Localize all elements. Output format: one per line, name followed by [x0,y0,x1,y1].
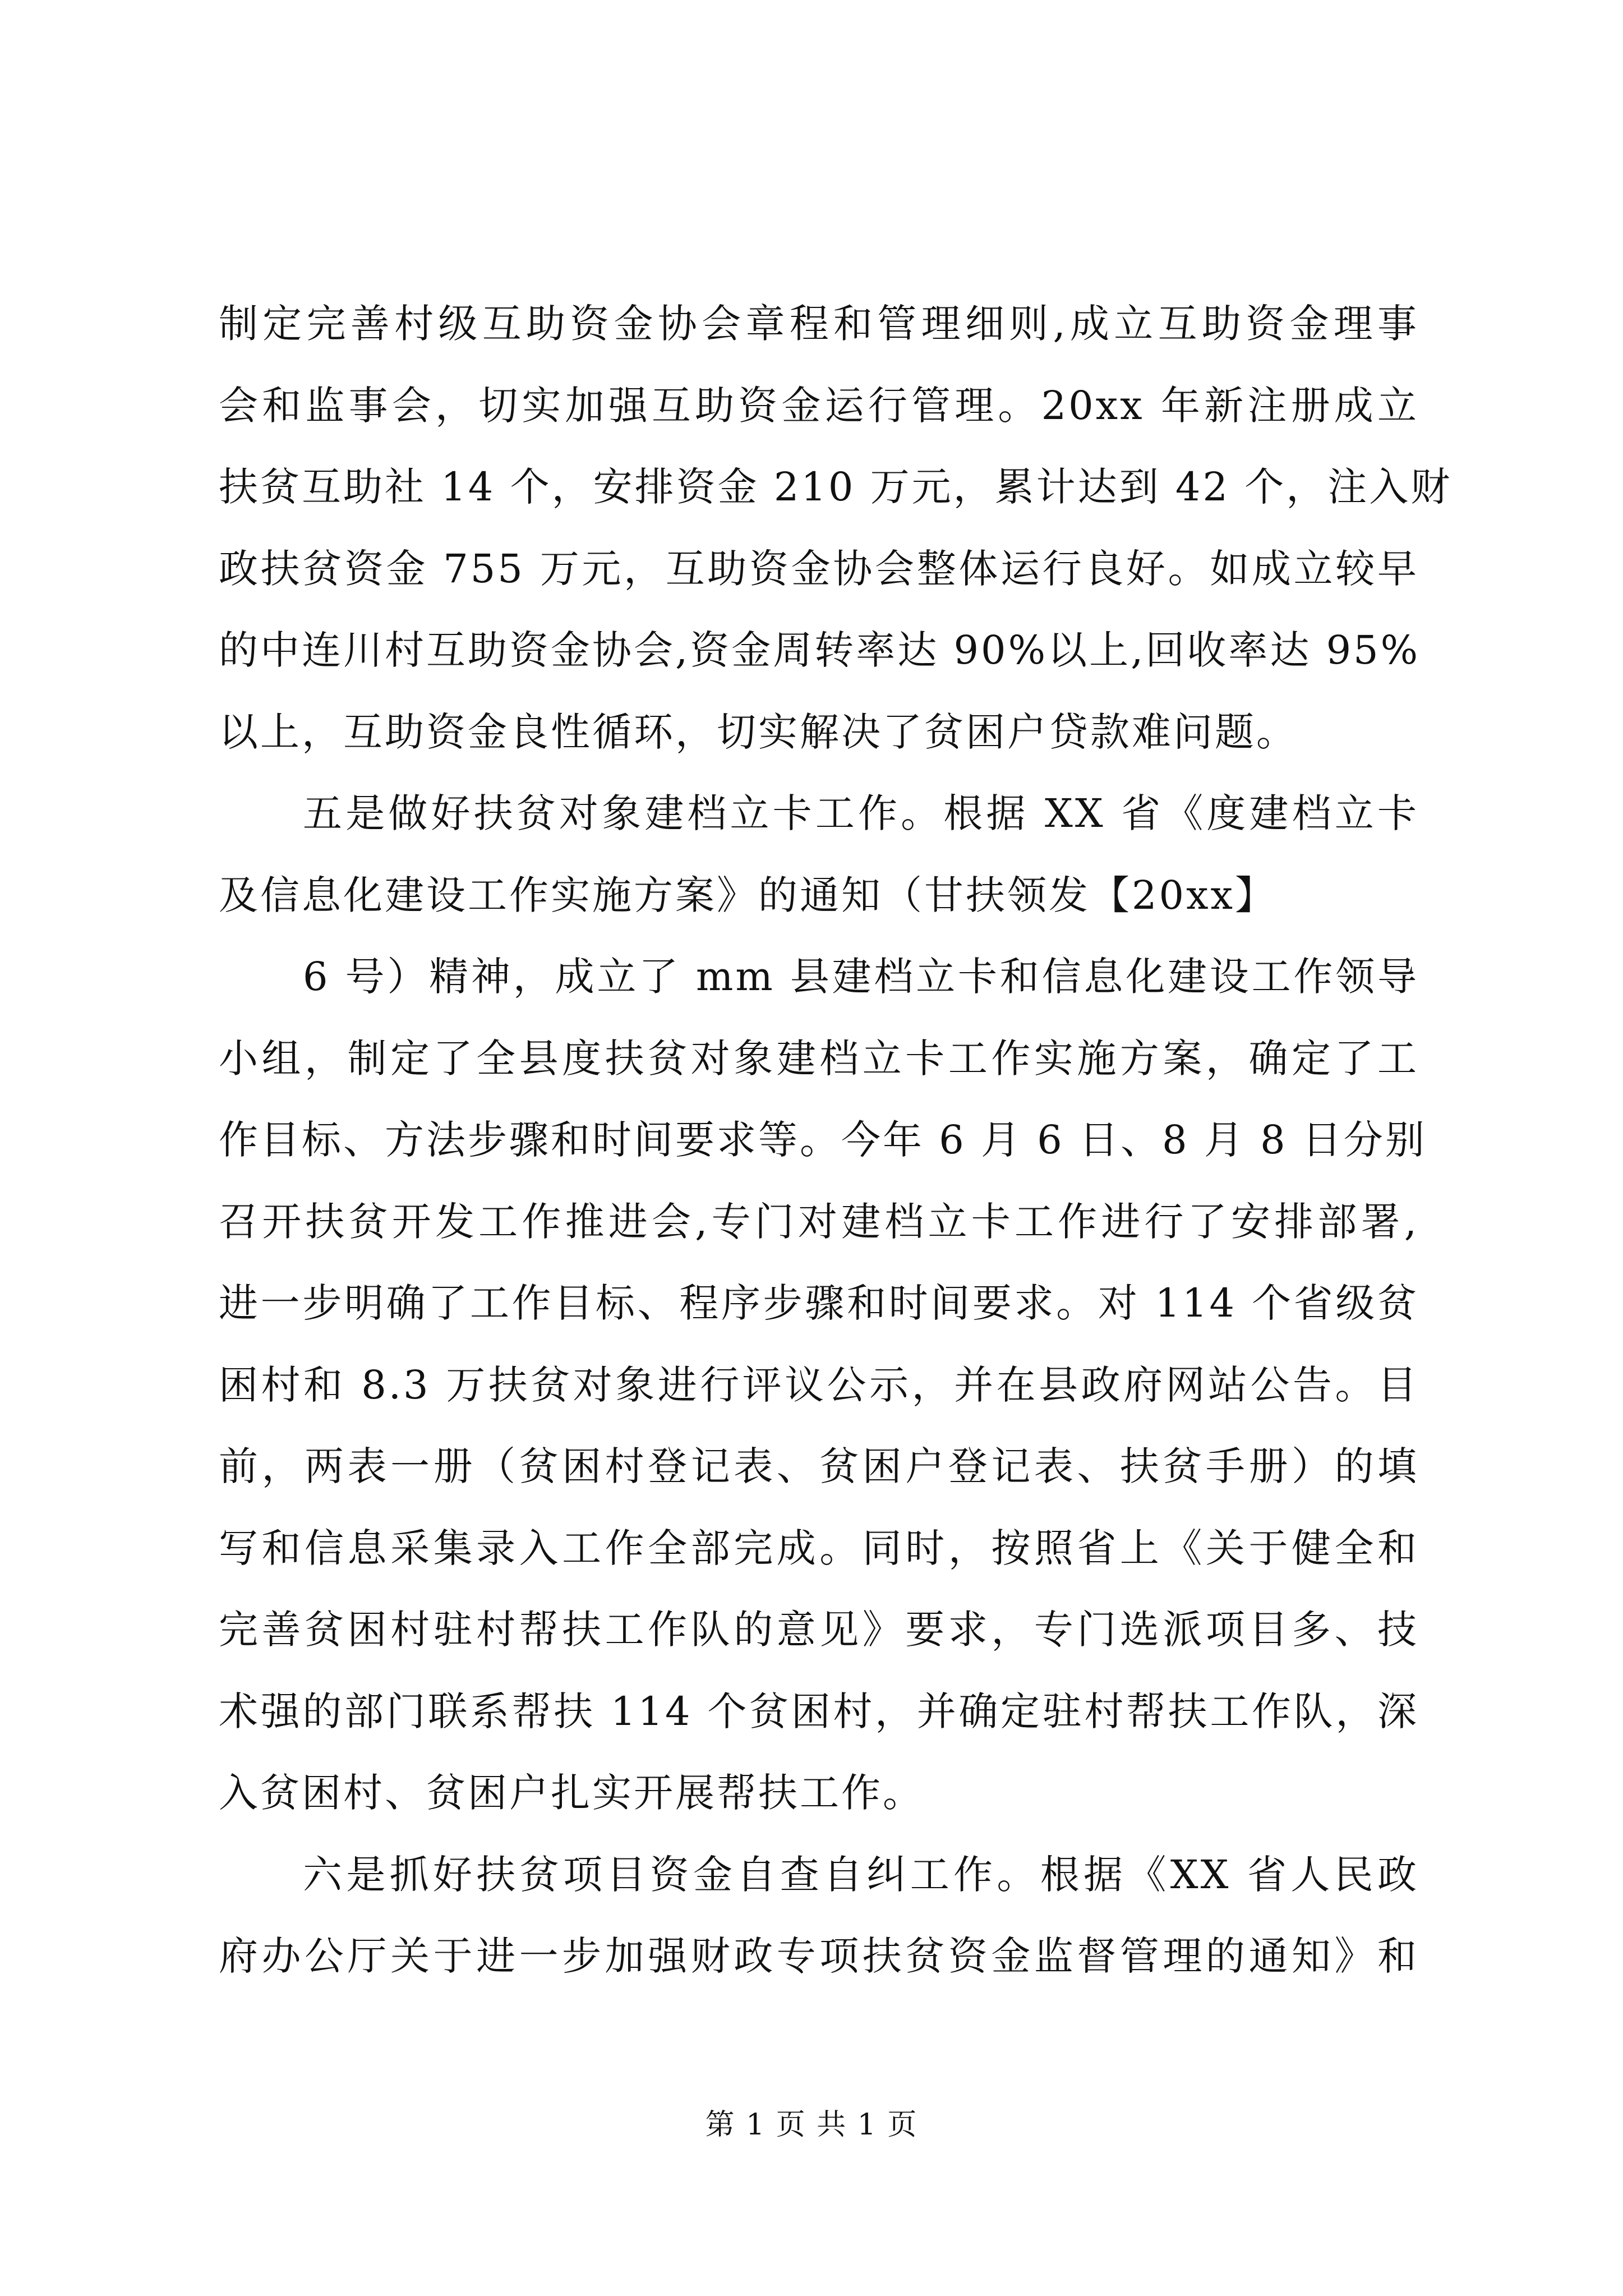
text-line: 五是做好扶贫对象建档立卡工作。根据 XX 省《度建档立卡 [303,790,1419,836]
body-text [219,283,1453,1998]
text-line: 会和监事会，切实加强互助资金运行管理。20xx 年新注册成立 [219,382,1419,429]
text-line: 作目标、方法步骤和时间要求等。今年 6 月 6 日、8 月 8 日分别 [219,1117,1427,1163]
text-line: 小组，制定了全县度扶贫对象建档立卡工作实施方案，确定了工 [219,1035,1419,1082]
text-line: 以上，互助资金良性循环，切实解决了贫困户贷款难问题。 [219,708,1298,755]
text-line: 困村和 8.3 万扶贫对象进行评议公示，并在县政府网站公告。目 [219,1361,1419,1408]
text-line: 的中连川村互助资金协会,资金周转率达 90%以上,回收率达 95% [219,627,1421,673]
text-line: 召开扶贫开发工作推进会,专门对建档立卡工作进行了安排部署, [219,1198,1419,1245]
text-line: 入贫困村、贫困户扎实开展帮扶工作。 [219,1770,924,1816]
text-line: 及信息化建设工作实施方案》的通知（甘扶领发【20xx】 [219,872,1277,918]
text-line: 写和信息采集录入工作全部完成。同时，按照省上《关于健全和 [219,1525,1419,1571]
text-line: 完善贫困村驻村帮扶工作队的意见》要求，专门选派项目多、技 [219,1607,1419,1653]
text-line: 政扶贫资金 755 万元，互助资金协会整体运行良好。如成立较早 [219,545,1419,592]
text-line: 府办公厅关于进一步加强财政专项扶贫资金监督管理的通知》和 [219,1933,1419,1979]
text-line: 进一步明确了工作目标、程序步骤和时间要求。对 114 个省级贫 [219,1280,1419,1326]
text-line: 术强的部门联系帮扶 114 个贫困村，并确定驻村帮扶工作队，深 [219,1688,1419,1734]
text-line: 扶贫互助社 14 个，安排资金 210 万元，累计达到 42 个，注入财 [219,464,1453,510]
text-line: 六是抓好扶贫项目资金自查自纠工作。根据《XX 省人民政 [303,1851,1419,1898]
page-footer: 第 1 页 共 1 页 [705,2108,918,2142]
text-line: 6 号）精神，成立了 mm 县建档立卡和信息化建设工作领导 [303,954,1419,1000]
text-line: 制定完善村级互助资金协会章程和管理细则,成立互助资金理事 [219,301,1419,347]
text-line: 前，两表一册（贫困村登记表、贫困户登记表、扶贫手册）的填 [219,1443,1419,1489]
